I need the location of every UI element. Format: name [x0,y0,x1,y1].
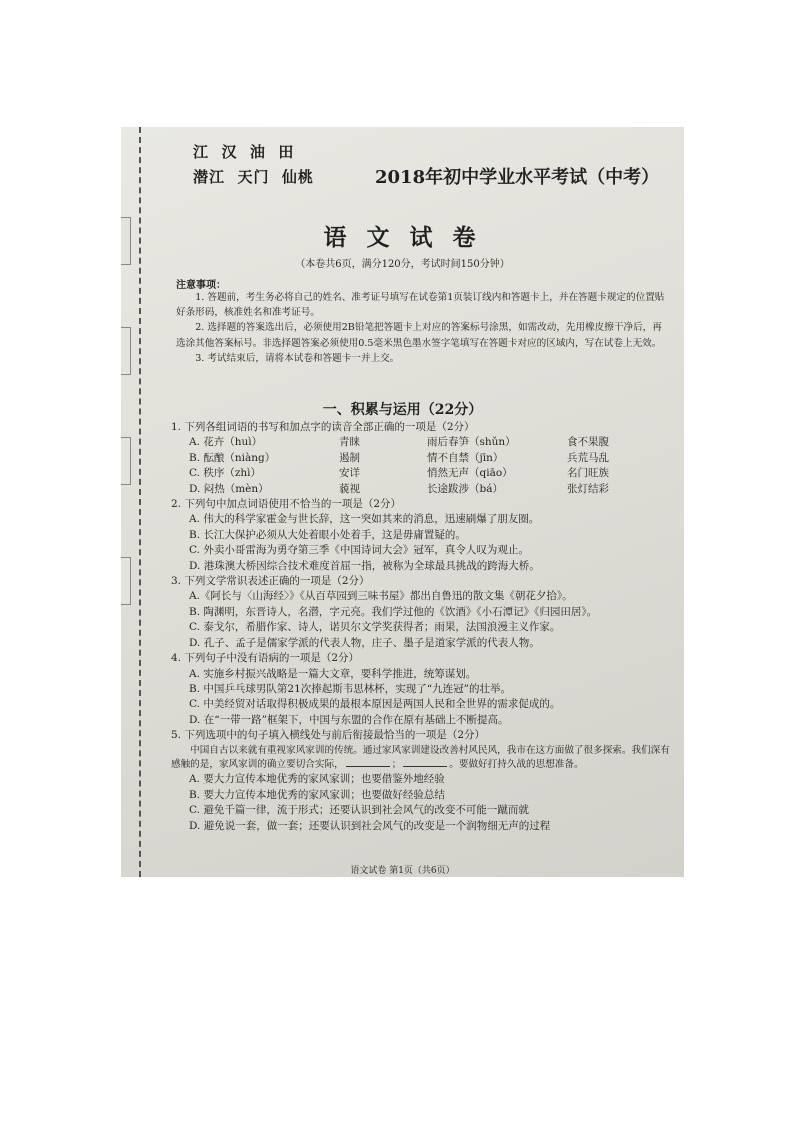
notes-list [176,290,666,366]
question-5-option: D. 避免说一套，做一套；还要认识到社会风气的改变是一个润物细无声的过程 [189,819,551,832]
question-5-passage [171,744,671,773]
question-5-option: B. 要大力宣传本地优秀的家风家训；也要做好经验总结 [189,788,445,801]
binding-margin-box [121,557,131,605]
question-5-stem: 5. 下列选项中的句子填入横线处与前后衔接最恰当的一项是（2分） [171,729,486,742]
option-cell: 食不果腹 [567,436,609,449]
question-2-option: D. 港珠澳大桥因综合技术难度首屈一指，被称为全球最具挑战的跨海大桥。 [189,559,540,572]
question-1-option-row [171,482,671,497]
question-3-option: D. 孔子、孟子是儒家学派的代表人物，庄子、墨子是道家学派的代表人物。 [189,636,540,649]
option-cell: D. 闷热（mèn） [189,482,269,495]
question-5-option: C. 避免千篇一律，流于形式；还要认识到社会风气的改变不可能一蹴而就 [189,804,529,817]
question-3-stem: 3. 下列文学常识表述正确的一项是（2分） [171,575,370,588]
option-cell: B. 酝酿（niàng） [189,451,276,464]
question-3-option: B. 陶渊明，东晋诗人，名潜，字元亮。我们学过他的《饮酒》《小石潭记》《归园田居》。 [189,605,598,618]
notes-heading: 注意事项： [176,280,226,291]
question-1-option-row [171,451,671,466]
note-item: 2. 选择题的答案选出后，必须使用2B铅笔把答题卡上对应的答案标号涂黑，如需改动，先用橡皮擦干净后，再选涂其他答案标号。非选择题答案必须使用0.5毫米黑色墨水签字笔填写在答题卡对应的区域内，写在试卷上无效。 [176,322,662,349]
question-4-option: A. 实施乡村振兴战略是一篇大文章，要科学推进，统筹谋划。 [189,667,477,680]
option-cell: 安详 [339,467,360,480]
option-cell: 藐视 [339,482,360,495]
option-cell: 遏制 [339,451,360,464]
fill-blank [403,766,447,767]
questions [171,420,671,834]
question-3-option: A.《阿长与〈山海经〉》《从百草园到三味书屋》都出自鲁迅的散文集《朝花夕拾》。 [189,590,573,603]
question-2-stem: 2. 下列句中加点词语使用不恰当的一项是（2分） [171,498,402,511]
option-cell: A. 花卉（huì） [189,436,263,449]
question-1-option-row [171,466,671,481]
question-4-stem: 4. 下列句子中没有语病的一项是（2分） [171,652,360,665]
option-cell: 兵荒马乱 [567,451,609,464]
page-footer: 语文试卷 第1页（共6页） [350,866,455,876]
option-cell: 长途跋涉（bá） [427,482,503,495]
passage-separator: ； [391,758,402,770]
question-1-option-row [171,435,671,450]
question-5-option: A. 要大力宣传本地优秀的家风家训；也要借鉴外地经验 [189,773,445,786]
option-cell: C. 秩序（zhì） [189,467,261,480]
binding-margin-box [121,437,131,485]
passage-text: 中国自古以来就有重视家风家训的传统。通过家风家训建设改善村风民风，我市在这方面做了很多探索。我们深有感触的是，家风家训的确立要切合实际， [171,744,670,770]
school-names-line1: 江 汉 油 田 [193,143,295,161]
exam-title: 2018年初中学业水平考试（中考） [375,167,660,188]
option-cell: 悄然无声（qiāo） [427,467,513,480]
section-title: 一、积累与运用（22分） [322,402,483,418]
option-cell: 张灯结彩 [567,482,609,495]
question-2-option: B. 长江大保护必须从大处着眼小处着手，这是毋庸置疑的。 [189,528,466,541]
question-2-option: A. 伟大的科学家霍金与世长辞，这一突如其来的消息，迅速刷爆了朋友圈。 [189,513,540,526]
note-item: 1. 答题前，考生务必将自己的姓名、准考证号填写在试卷第1页装订线内和答题卡上，并在答题卡规定的位置贴好条形码，核准姓名和准考证号。 [176,292,665,319]
question-2-option: C. 外卖小哥雷海为勇夺第三季《中国诗词大会》冠军，真令人叹为观止。 [189,544,529,557]
binding-margin-box [121,327,131,375]
question-4-option: C. 中美经贸对话取得积极成果的最根本原因是两国人民和全世界的需求促成的。 [189,698,561,711]
option-cell: 名门旺族 [567,467,609,480]
question-4-option: D. 在“一带一路”框架下，中国与东盟的合作在原有基础上不断提高。 [189,713,509,726]
paper-info: （本卷共6页，满分120分，考试时间150分钟） [295,259,510,270]
question-1-stem: 1. 下列各组词语的书写和加点字的读音全部正确的一项是（2分） [171,421,475,433]
exam-paper-photo [121,127,684,877]
question-3-option: C. 泰戈尔，希腊作家、诗人，诺贝尔文学奖获得者；雨果，法国浪漫主义作家。 [189,621,561,634]
paper-title: 语 文 试 卷 [323,224,482,251]
school-names-line2: 潜江 天门 仙桃 [193,168,314,186]
option-cell: 青睐 [339,436,360,449]
question-4-option: B. 中国乒乓球男队第21次捧起斯韦思林杯，实现了“九连冠”的壮举。 [189,682,511,695]
option-cell: 雨后春笋（shǔn） [427,436,516,449]
option-cell: 情不自禁（jīn） [427,451,504,464]
fill-blank [346,766,390,767]
passage-text: 。要做好打持久战的思想准备。 [449,758,584,770]
note-item: 3. 考试结束后，请将本试卷和答题卡一并上交。 [195,352,400,364]
